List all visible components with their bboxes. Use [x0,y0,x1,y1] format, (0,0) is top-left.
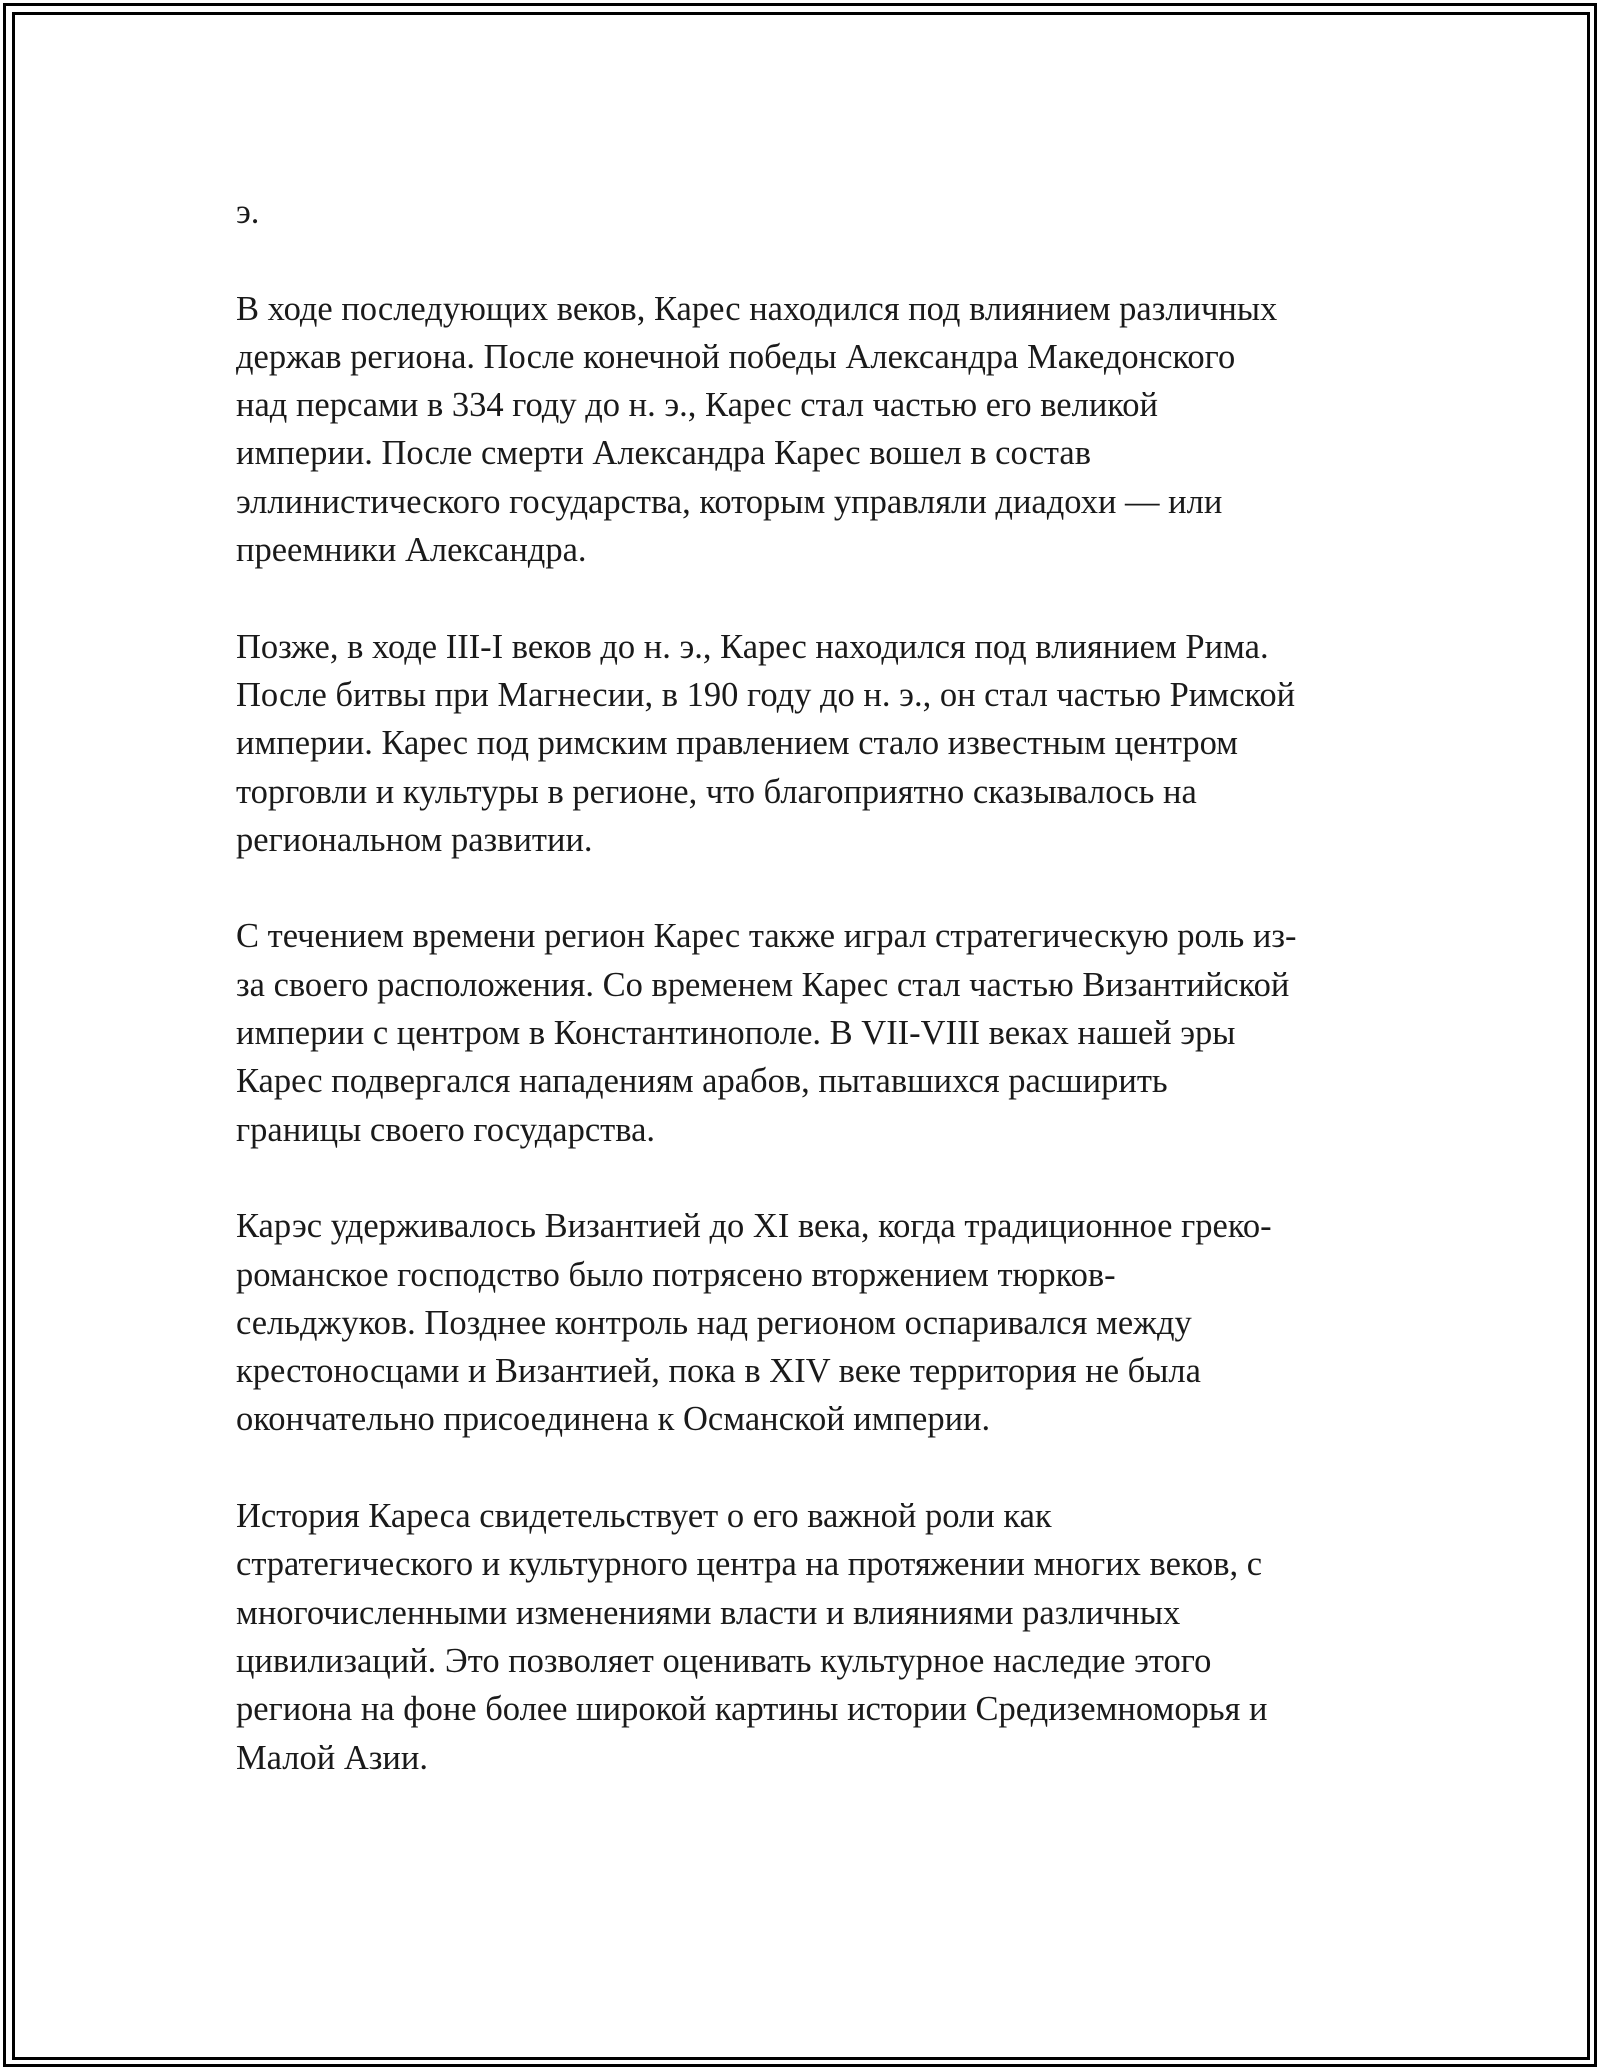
paragraph-fragment: э. [236,193,260,231]
paragraph-roman-era: Позже, в ходе III-I веков до н. э., Карес находился под влиянием Рима. После битвы при Магнесии, в 190 году до н. э., он стал частью Римской империи. Карес под римским правлением стало известным центром торговли и культуры в регионе, что благоприятно сказывалось на региональном развитии. [236,627,1296,859]
paragraph-conclusion: История Кареса свидетельствует о его важной роли как стратегического и культурного центра на протяжении многих веков, с многочисленными изменениями власти и влияниями различных цивилизаций. Это позволяет оценивать культурное наследие этого региона на фоне более широкой картины истории Средиземноморья и Малой Азии. [236,1497,1268,1777]
paragraph-macedonian-era: В ходе последующих веков, Карес находился под влиянием различных держав региона. После конечной победы Александра Македонского над персами в 334 году до н. э., Карес стал частью его великой империи. После смерти Александра Карес вошел в состав эллинистического государства, которым управляли диадохи — или преемники Александра. [236,289,1278,570]
document-body [236,188,1366,1830]
paragraph-seljuk-ottoman-era: Карэс удерживалось Византией до XI века, когда традиционное греко- романское господство было потрясено вторжением тюрков- сельджуков. Позднее контроль над регионом оспаривался между крестоносцами и Византией, пока в XIV веке территория не была окончательно присоединена к Османской империи. [236,1207,1272,1439]
paragraph-byzantine-era: С течением времени регион Карес также играл стратегическую роль из- за своего расположения. Со временем Карес стал частью Византийской империи с центром в Константинополе. В VII-VIII веках нашей эры Карес подвергался нападениям арабов, пытавшихся расширить границы своего государства. [236,917,1297,1149]
